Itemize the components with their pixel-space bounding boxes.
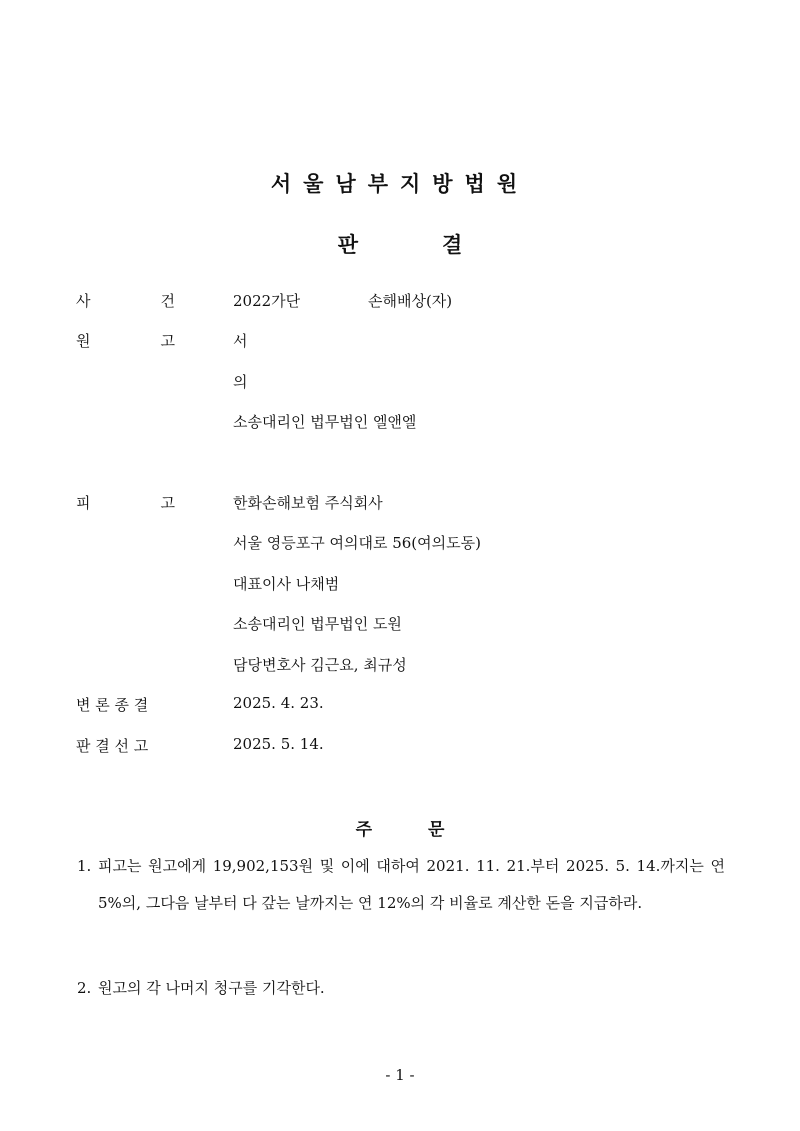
judgment-date-value: 2025. 5. 14. xyxy=(233,735,324,753)
defendant-line: 소송대리인 법무법인 도원 xyxy=(233,615,402,633)
defendant-line: 대표이사 나채범 xyxy=(233,575,340,593)
judgment-date-label: 판 결 선 고 xyxy=(76,737,149,755)
case-label xyxy=(76,290,175,311)
plaintiff-label xyxy=(76,330,175,351)
plaintiff-label-b: 고 xyxy=(160,332,175,350)
order-item-text: 피고는 원고에게 19,902,153원 및 이에 대하여 2021. 11. 21.부터 2025. 5. 14.까지는 연 5%의, 그다음 날부터 다 갚는 날까지는 연 12%의 각 비율로 계산한 돈을 지급하라. xyxy=(98,857,725,912)
defendant-label-b: 고 xyxy=(160,494,175,512)
document-title xyxy=(0,229,800,259)
closing-date-label: 변 론 종 결 xyxy=(76,696,149,714)
plaintiff-line: 서 xyxy=(233,332,248,350)
defendant-line: 한화손해보험 주식회사 xyxy=(233,494,383,512)
title-right: 결 xyxy=(442,232,463,257)
closing-date-value: 2025. 4. 23. xyxy=(233,694,324,712)
court-name: 서울남부지방법원 xyxy=(270,171,530,196)
case-number: 2022가단 xyxy=(233,292,301,310)
defendant-label xyxy=(76,492,175,513)
order-heading xyxy=(0,815,800,840)
title-left: 판 xyxy=(337,232,358,257)
order-item xyxy=(77,970,725,1007)
order-item-number: 1. xyxy=(77,857,92,875)
order-item-text: 원고의 각 나머지 청구를 기각한다. xyxy=(98,979,325,997)
order-heading-right: 문 xyxy=(428,820,445,840)
page-number: - 1 - xyxy=(385,1066,415,1084)
case-name: 손해배상(자) xyxy=(368,292,453,310)
defendant-label-a: 피 xyxy=(76,494,91,512)
order-item xyxy=(77,848,725,922)
plaintiff-line: 소송대리인 법무법인 엘앤엘 xyxy=(233,413,417,431)
defendant-line: 담당변호사 김근요, 최규성 xyxy=(233,656,407,674)
plaintiff-label-a: 원 xyxy=(76,332,91,350)
order-item-number: 2. xyxy=(77,979,92,997)
defendant-line: 서울 영등포구 여의대로 56(여의도동) xyxy=(233,534,481,552)
case-label-a: 사 xyxy=(76,292,91,310)
order-heading-left: 주 xyxy=(355,820,372,840)
case-label-b: 건 xyxy=(160,292,175,310)
plaintiff-line: 의 xyxy=(233,373,248,391)
